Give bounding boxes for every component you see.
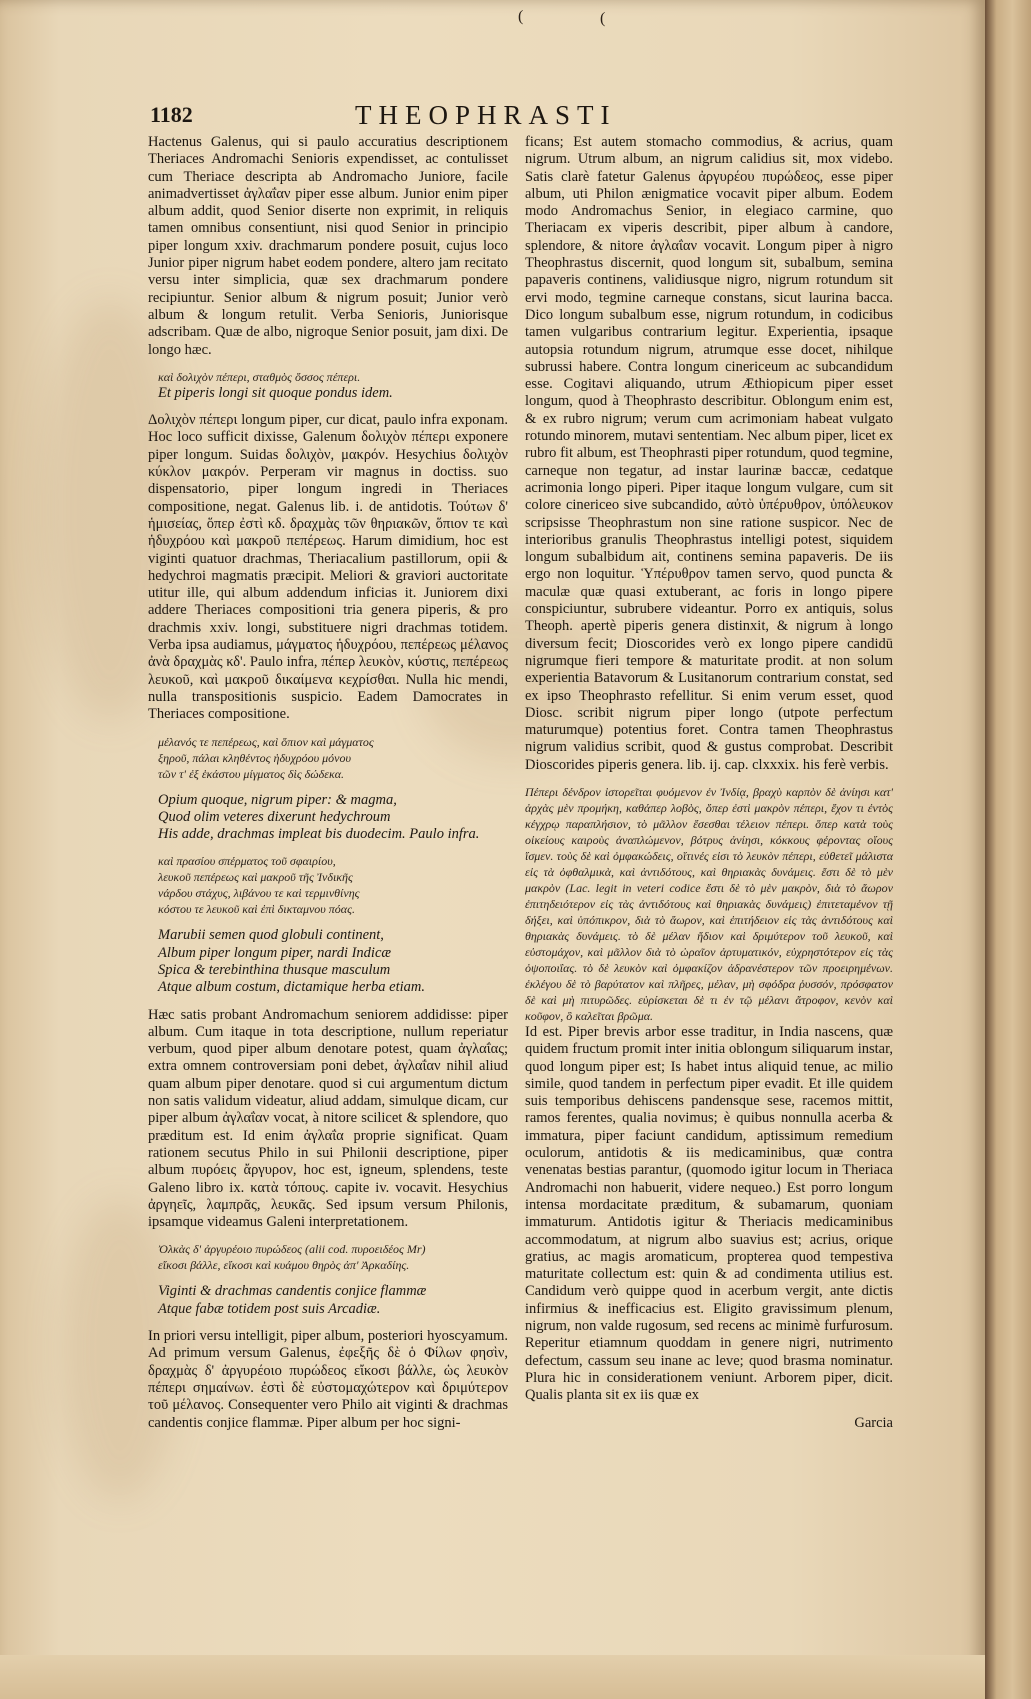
catchword: Garcia xyxy=(854,1414,893,1431)
left-column xyxy=(148,134,508,1442)
greek-verse-line: μέλανός τε πεπέρεως, καὶ ὅπιον καὶ μάγματος xyxy=(158,734,374,749)
verse-block xyxy=(148,1241,508,1273)
binding-mark: ( xyxy=(600,10,606,27)
binding-mark: ( xyxy=(518,8,524,25)
paragraph: Δολιχὸν πέπερι longum piper, cur dicat, paulo infra exponam. Hoc loco sufficit dixisse, Galenum δολιχὸν πέπερι exponere piper longum. Suidas δολιχὸν, μακρόν. Hesychius δολιχὸν κύκλον μακρόν. Perperam vir magnus in doctiss. suo dispensatorio, piper longum ingredi in Theriaces compositione, negat. Galenus lib. i. de antidotis. Τούτων δ' ἡμισείας, ὅπερ ἐστὶ κδ. δραχμὰς τῶν θηριακῶν, ὅπιον τε καὶ ἡδυχρόου καὶ μακροῦ πεπέρεως. Harum dimidium, hoc est viginti quatuor drachmas, Theriacalium pastillorum, opii & hedychroi magmatis præcipit. Meliori & graviori auctoritate utitur ille, qui album addendum inficias it. Juniorem dixi addere Theriaces compositioni tria genera piperis, & pro drachmis xxiv. longi, substituere nigri drachmas totidem. Verba ipsa audiamus, μάγματος ἡδυχρόου, πεπέρεως μέλανος ἀνὰ δραχμὰς κδ'. Paulo infra, πέπερ λευκὸν, κύστις, πεπέρεως λευκοῦ, καὶ μακροῦ δικαίμενα κεχρίσθαι. Nulla hic mendi, nulla transpositionis suspicio. Eadem Damocrates in Theriaces compositione. xyxy=(148,412,508,723)
page-number: 1182 xyxy=(150,102,193,127)
paragraph: ficans; Est autem stomacho commodius, & acrius, quam nigrum. Utrum album, an nigrum calidius sit, mox videbo. Satis clarè fatetur Galenus ἀργυρέου πυρώδεος, esse piper album, uti Philon ænigmatice vocavit piper album. Eodem modo Andromachus Senior, in elegiaco carmine, quo Theriacam ex viperis describit, piper album à candore, splendore, & nitore ἀγλαΐαν vocavit. Longum piper à nigro Theophrastus discernit, quod longum sit, subalbum, semina papaveris continens, validiusque nigro, nigrum rotundum sit ervi modo, tegmine carneque constans, sicut laurina bacca. Dico longum subalbum esse, nigrum rotundum, in codicibus tamen vulgaribus contrarium legitur. Experientia, ipsaque autopsia rotundum nigrum, atrumque esse docet, nihilque subrussi habere. Contra longum cinericeum ac subcandidum esse. Cogitavi aliquando, utrum Æthiopicum piper esset longum, quod à Theophrasto describitur. Oblongum enim est, & ex rubro nigrum; verum cum acrimoniam habeat vulgato rotundo minorem, mutavi sententiam. Nec album piper, licet ex rubro fit album, est Theophrasti piper rotundum, quod tegmine, carneque non tegatur, ad instar laurinæ baccæ, cedatque acrimonia longo piperi. Piper itaque longum vulgare, cum sit colore cinericeo sive subcandido, αὐτὸ ὑπέρυθρον, ὑπόλευκον scripsisse Theophrastum non sine ratione suspicor. Nec de interioribus granulis Theophrastus intelligi potest, siquidem longum subalbidum ait, continens semina papaveris. De iis ergo non loquitur. Ὑπέρυθρον tamen servo, quod puncta & maculæ quæ quasi extuberant, ac foris in longo pipere conspiciuntur, subrubere videantur. Porro ex antiquis, solus Theoph. apertè piperis genera distinxit, & nigrum à longo diversum fecit; Dioscorides verò ex longo pipere candidū nigrumque fieri tempore & maturitate prodit. at non solum experientia Batavorum & Lusitanorum contrarium constat, sed ex ipso Theophrasto refellitur. Si enim verum esset, quod Diosc. scribit nigrum piper longo (utpote perfectum maturumque) potentius foret. Contra tamen Theophrastus nigrum validius scribit, quod & gustus comprobat. Describit Dioscorides piperis genera. lib. ij. cap. clxxxix. his ferè verbis. xyxy=(525,134,893,773)
greek-verse-line: κόστου τε λευκοῦ καὶ ἐπὶ δικταμνου πόας. xyxy=(158,902,355,917)
latin-verse-line: Spica & terebinthina thusque masculum xyxy=(158,961,391,978)
right-column xyxy=(525,134,893,1432)
verse-block xyxy=(148,792,508,844)
latin-verse-line: Opium quoque, nigrum piper: & magma, xyxy=(158,791,397,808)
greek-verse-line: Ὀλκὰς δ' ἀργυρέοιο πυρώδεος (alii cod. πυροειδέος Mr) xyxy=(158,1242,426,1257)
paragraph: Hæc satis probant Andromachum seniorem addidisse: piper album. Cum itaque in tota descriptione, nullum reperiatur verbum, quod piper album denotare potest, quam ἀγλαΐας; extra omnem controversiam poni debet, ἀγλαΐαν nihil aliud quam album piper denotare. quod si cui argumentum dictum non satis validum videatur, aliud addam, simulque dicam, cur piper album ἀγλαΐαν vocat, à nitore scilicet & splendore, quo præditum est. Id enim ἀγλαΐα proprie significat. Quam rationem secutus Philo in sui Philonii descriptione, piper album πυρόεις ἄργυρον, hoc est, igneum, splendens, teste Galeno libro ix. κατὰ τόπους. capite iv. vocavit. Hesychius ἀργηεῖς, λαμπρᾶς, λευκᾶς. Sed ipsum versum Philonis, ipsamque videamus Galeni interpretationem. xyxy=(148,1006,508,1231)
latin-verse-line: Viginti & drachmas candentis conjice flammæ xyxy=(158,1283,427,1300)
latin-verse-line: Atque fabæ totidem post suis Arcadiæ. xyxy=(158,1300,381,1317)
verse-block xyxy=(148,734,508,782)
greek-verse-line: τῶν τ' ἐξ ἑκάστου μίγματος δὶς δώδεκα. xyxy=(158,766,344,781)
page-bottom-edge xyxy=(0,1655,985,1699)
greek-verse-line: καὶ πρασίου σπέρματος τοῦ σφαιρίου, xyxy=(158,854,336,869)
verse-block xyxy=(148,927,508,996)
greek-verse-line: εἴκοσι βάλλε, εἴκοσι καὶ κυάμου θηρὸς ἀπ' Ἀρκαδίης. xyxy=(158,1258,410,1273)
paragraph: Id est. Piper brevis arbor esse traditur, in India nascens, quæ quidem fructum promit inter initia oblongum siliquarum instar, quod longum piper est; Is habet intus aliquid tenue, ac milio simile, quod tandem in perfectum piper evadit. Et ille quidem suis temporibus dehiscens pandensque sese, racemos mittit, ramos ferentes, qualia novimus; è quibus nonnulla acerba & immatura, piper faciunt candidum, aptissimum remedium oculorum, antidotis & iis medicaminibus, quæ contra venenatas bestias parantur, (quomodo igitur locum in Theriaca Andromachi non habuerit, videre nequeo.) Est porro longum intensa mordacitate præditum, & subamarum, quoniam immaturum. Antidotis igitur & Theriacis medicaminibus accommodatum, at nigrum albo suavius est; acrius, orique gratius, ac magis aromaticum, propterea quod tempestiva maturitate collectum est: quin & ad condimenta utilius est. Candidum verò quippe quod in acerbum vergit, ante dictis infirmius & inefficacius est. Eligito gravissimum plenum, nigrum, non valde rugosum, sed recens ac minimè furfurosum. Reperitur etiamnum quoddam in genere nigri, nutrimento defectum, cassum seu inane ac leve; quod brasma nominatur. Plura hic in considerationem veniunt. Arborem piper, dicit. Qualis planta sit ex iis quæ ex xyxy=(525,1023,893,1404)
paragraph: In priori versu intelligit, piper album, posteriori hyoscyamum. Ad primum versum Galenus, ἐφεξῆς δὲ ὁ Φίλων φησὶν, δραχμὰς δ' ἀργυρέοιο πυρώδεος εἴκοσι βάλλε, ὡς λευκὸν πέπερι σημαίνων. ἐστὶ δὲ εὐστομαχώτερον καὶ δριμύτερον τοῦ μέλανος. Consequenter vero Philo ait viginti & drachmas candentis conjice flammæ. Piper album per hoc signi- xyxy=(148,1328,509,1431)
latin-verse-line: Atque album costum, dictamique herba etiam. xyxy=(158,979,425,996)
latin-verse-line: His adde, drachmas impleat bis duodecim. Paulo infra. xyxy=(158,826,480,843)
page-header xyxy=(150,102,960,132)
adjacent-page-edge xyxy=(985,0,1031,1699)
latin-verse-line: Album piper longum piper, nardi Indicæ xyxy=(158,944,392,961)
greek-verse-line: νάρδου στάχυς, λιβάνου τε καὶ τερμινθίνης xyxy=(158,886,360,901)
latin-verse-line: Et piperis longi sit quoque pondus idem. xyxy=(158,384,393,401)
latin-verse-line: Marubii semen quod globuli continent, xyxy=(158,927,384,944)
running-title: THEOPHRASTI xyxy=(355,100,617,130)
latin-verse-line: Quod olim veteres dixerunt hedychroum xyxy=(158,808,391,825)
greek-quotation: Πέπερι δένδρον ἱστορεῖται φυόμενον ἐν Ἰνδίᾳ, βραχὺ καρπὸν δὲ ἀνίησι κατ' ἀρχὰς μὲν προμήκη, καθάπερ λοβὸς, ὅπερ ἐστὶ μακρὸν πέπερι, ἔχον τι ἐντὸς κέγχρῳ παραπλήσιον, τὸ μᾶλλον ἔσεσθαι τέλειον πέπερι. ὅπερ κατὰ τοὺς οἰκείους καιροὺς ἀναπλώμενον, βότρυς ἀνίησι, κόκκους φέροντας οἵους ἴσμεν. τοὺς δὲ καὶ ὀμφακώδεις, οἵτινές εἰσι τὸ λευκὸν πέπερι, εὐθετεῖ μάλιστα εἰς τὰ ὀφθαλμικὰ, καὶ ἀντιδότους, καὶ θηριακὰς δυνάμεις. ἔστι δὲ τὸ μὲν μακρὸν (Lac. legit in veteri codice ἔστι δὲ τὸ μὲν μακρὸν, διὰ τὸ ἄωρον ἐπιτηδειότερον εἰς τὰς ἀντιδότους καὶ θηριακὰς δυνάμεις) ἐπιτεταμένον τῇ δήξει, καὶ ὑπόπικρον, διὰ τὸ ἄωρον, καὶ ἐπιτήδειον εἰς τὰς ἀντιδότους καὶ θηριακὰς δυνάμεις. τὸ δὲ μέλαν ἥδιον καὶ δριμύτερον τοῦ λευκοῦ, καὶ εὐστομάχον, καὶ μᾶλλον διὰ τὸ ὡραῖον ἀρτυματικόν, εὐχρηστότερον εἰς τὰς ὀψοποιΐας. τὸ δὲ λευκὸν καὶ ὀμφακίζον ἀδρανέστερον τῶν προειρημένων. ἐκλέγου δὲ τὸ βαρύτατον καὶ πλῆρες, μέλαν, μὴ σφόδρα ῥυσσόν, πρόσφατον δὲ καὶ μὴ πιτυρῶδες. εὑρίσκεται δὲ τι ἐν τῷ μέλανι ἄτροφον, κενὸν καὶ κοῦφον, ὃ καλεῖται βρῶμα. xyxy=(525,784,893,1023)
verse-block xyxy=(148,1283,508,1318)
greek-verse-line: καὶ δολιχὸν πέπερι, σταθμὸς ὅσσος πέπερι. xyxy=(158,369,361,384)
paragraph: Hactenus Galenus, qui si paulo accuratius descriptionem Theriaces Andromachi Senioris expendisset, ac contulisset cum Theriace descripta ab Andromacho Juniore, facile animadvertisset ἀγλαΐαν piper esse album. Junior enim piper album addit, quod Senior diserte non exprimit, in reliquis tamen omnibus consentiunt, nisi quod Senior in principio piper longum xxiv. drachmarum pondere posuit, cujus loco Junior piper nigrum habet eodem pondere, altero jam recitato versu inter simplicia, quæ sex drachmarum pondere recipiuntur. Senior album & nigrum posuit; Junior verò album & longum retulit. Verba Senioris, Juniorisque adscribam. Quæ de albo, nigroque Senior posuit, jam dixi. De longo hæc. xyxy=(148,134,508,358)
greek-verse-line: ξηροῦ, πάλαι κληθέντος ἡδυχρόου μόνου xyxy=(158,750,351,765)
greek-verse-line: λευκοῦ πεπέρεως καὶ μακροῦ τῆς Ἰνδικῆς xyxy=(158,870,353,885)
verse-block xyxy=(148,369,508,402)
verse-block xyxy=(148,853,508,917)
